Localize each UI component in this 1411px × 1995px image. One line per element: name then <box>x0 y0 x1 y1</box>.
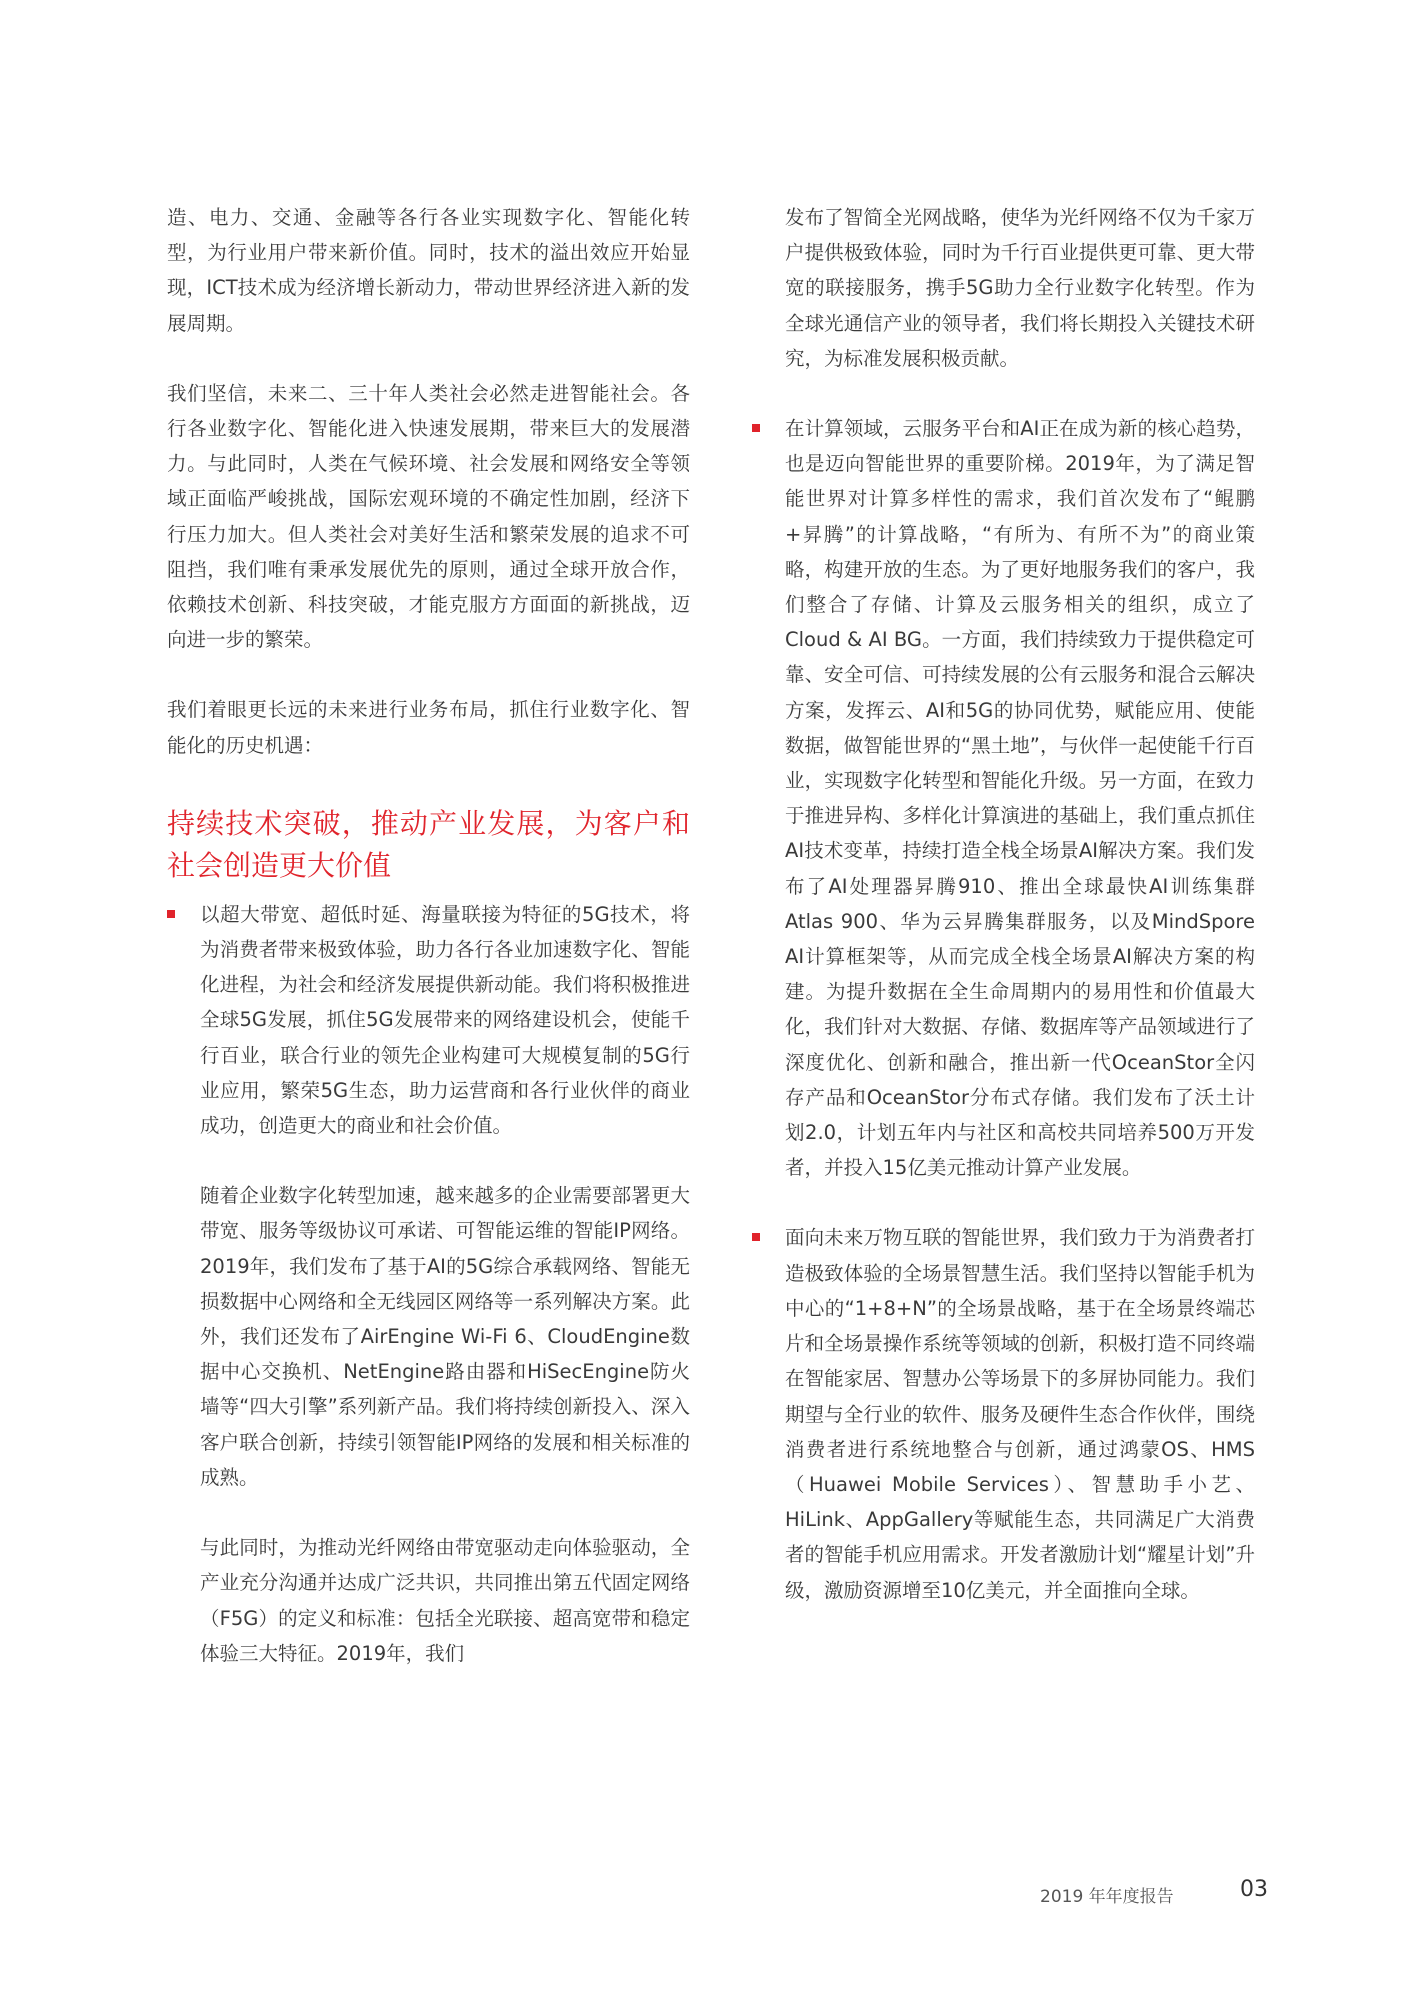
page-number: 03 <box>1240 1877 1268 1902</box>
bullet-square-icon <box>752 424 760 432</box>
footer-report-label: 2019 年年度报告 <box>1040 1887 1174 1907</box>
ip-network-paragraph: 随着企业数字化转型加速，越来越多的企业需要部署更大带宽、服务等级协议可承诺、可智能运维的智能IP网络。2019年，我们发布了基于AI的5G综合承载网络、智能无损数据中心网络和全无线园区网络等一系列解决方案。此外，我们还发布了AirEngine Wi-Fi 6、CloudEngine数据中心交换机、NetEngine路由器和HiSecEngine防火墙等“四大引擎”系列新产品。我们将持续创新投入、深入客户联合创新，持续引领智能IP网络的发展和相关标准的成熟。 <box>200 1184 690 1489</box>
bullet-5g-text: 以超大带宽、超低时延、海量联接为特征的5G技术，将为消费者带来极致体验，助力各行各业加速数字化、智能化进程，为社会和经济发展提供新动能。我们将积极推进全球5G发展，抓住5G发展带来的网络建设机会，使能千行百业，联合行业的领先企业构建可大规模复制的5G行业应用，繁荣5G生态，助力运营商和各行业伙伴的商业成功，创造更大的商业和社会价值。 <box>200 902 690 1138</box>
bullet-square-icon <box>167 910 175 918</box>
right-column <box>752 200 1255 1643</box>
bullet-computing-text: 在计算领域，云服务平台和AI正在成为新的核心趋势，也是迈向智能世界的重要阶梯。2019年，为了满足智能世界对计算多样性的需求，我们首次发布了“鲲鹏+昇腾”的计算战略，“有所为、有所不为”的商业策略，构建开放的生态。为了更好地服务我们的客户，我们整合了存储、计算及云服务相关的组织，成立了Cloud & AI BG。一方面，我们持续致力于提供稳定可靠、安全可信、可持续发展的公有云服务和混合云解决方案，发挥云、AI和5G的协同优势，赋能应用、使能数据，做智能世界的“黑土地”，与伙伴一起使能千行百业，实现数字化转型和智能化升级。另一方面，在致力于推进异构、多样化计算演进的基础上，我们重点抓住AI技术变革，持续打造全栈全场景AI解决方案。我们发布了AI处理器昇腾910、推出全球最快AI训练集群Atlas 900、华为云昇腾集群服务，以及MindSpore AI计算框架等，从而完成全栈全场景AI解决方案的构建。为提升数据在全生命周期内的易用性和价值最大化，我们针对大数据、存储、数据库等产品领域进行了深度优化、创新和融合，推出新一代OceanStor全闪存产品和OceanStor分布式存储。我们发布了沃土计划2.0，计划五年内与社区和高校共同培养500万开发者，并投入15亿美元推动计算产业发展。 <box>785 417 1255 1180</box>
section-heading: 持续技术突破，推动产业发展，为客户和社会创造更大价值 <box>167 806 690 882</box>
bullet-computing <box>752 411 1255 1185</box>
left-column <box>167 200 690 1706</box>
f5g-paragraph: 与此同时，为推动光纤网络由带宽驱动走向体验驱动，全产业充分沟通并达成广泛共识，共同推出第五代固定网络（F5G）的定义和标准：包括全光联接、超高宽带和稳定体验三大特征。2019年，我们 <box>200 1536 690 1665</box>
intro-paragraph-2: 我们坚信，未来二、三十年人类社会必然走进智能社会。各行各业数字化、智能化进入快速发展期，带来巨大的发展潜力。与此同时，人类在气候环境、社会发展和网络安全等领域正面临严峻挑战，国际宏观环境的不确定性加剧，经济下行压力加大。但人类社会对美好生活和繁荣发展的追求不可阻挡，我们唯有秉承发展优先的原则，通过全球开放合作，依赖技术创新、科技突破，才能克服方方面面的新挑战，迈向进一步的繁荣。 <box>167 381 690 652</box>
intro-paragraph-3: 我们着眼更长远的未来进行业务布局，抓住行业数字化、智能化的历史机遇： <box>167 698 690 757</box>
bullet-5g <box>167 897 690 1143</box>
bullet-consumer <box>752 1220 1255 1607</box>
intro-paragraph-1: 造、电力、交通、金融等各行各业实现数字化、智能化转型，为行业用户带来新价值。同时，技术的溢出效应开始显现，ICT技术成为经济增长新动力，带动世界经济进入新的发展周期。 <box>167 206 690 335</box>
optical-strategy-paragraph: 发布了智简全光网战略，使华为光纤网络不仅为千家万户提供极致体验，同时为千行百业提供更可靠、更大带宽的联接服务，携手5G助力全行业数字化转型。作为全球光通信产业的领导者，我们将长期投入关键技术研究，为标准发展积极贡献。 <box>785 206 1255 370</box>
bullet-square-icon <box>752 1233 760 1241</box>
bullet-consumer-text: 面向未来万物互联的智能世界，我们致力于为消费者打造极致体验的全场景智慧生活。我们坚持以智能手机为中心的“1+8+N”的全场景战略，基于在全场景终端芯片和全场景操作系统等领域的创新，积极打造不同终端在智能家居、智慧办公等场景下的多屏协同能力。我们期望与全行业的软件、服务及硬件生态合作伙伴，围绕消费者进行系统地整合与创新，通过鸿蒙OS、HMS（Huawei Mobile Services）、智慧助手小艺、HiLink、AppGallery等赋能生态，共同满足广大消费者的智能手机应用需求。开发者激励计划“耀星计划”升级，激励资源增至10亿美元，并全面推向全球。 <box>785 1226 1255 1602</box>
